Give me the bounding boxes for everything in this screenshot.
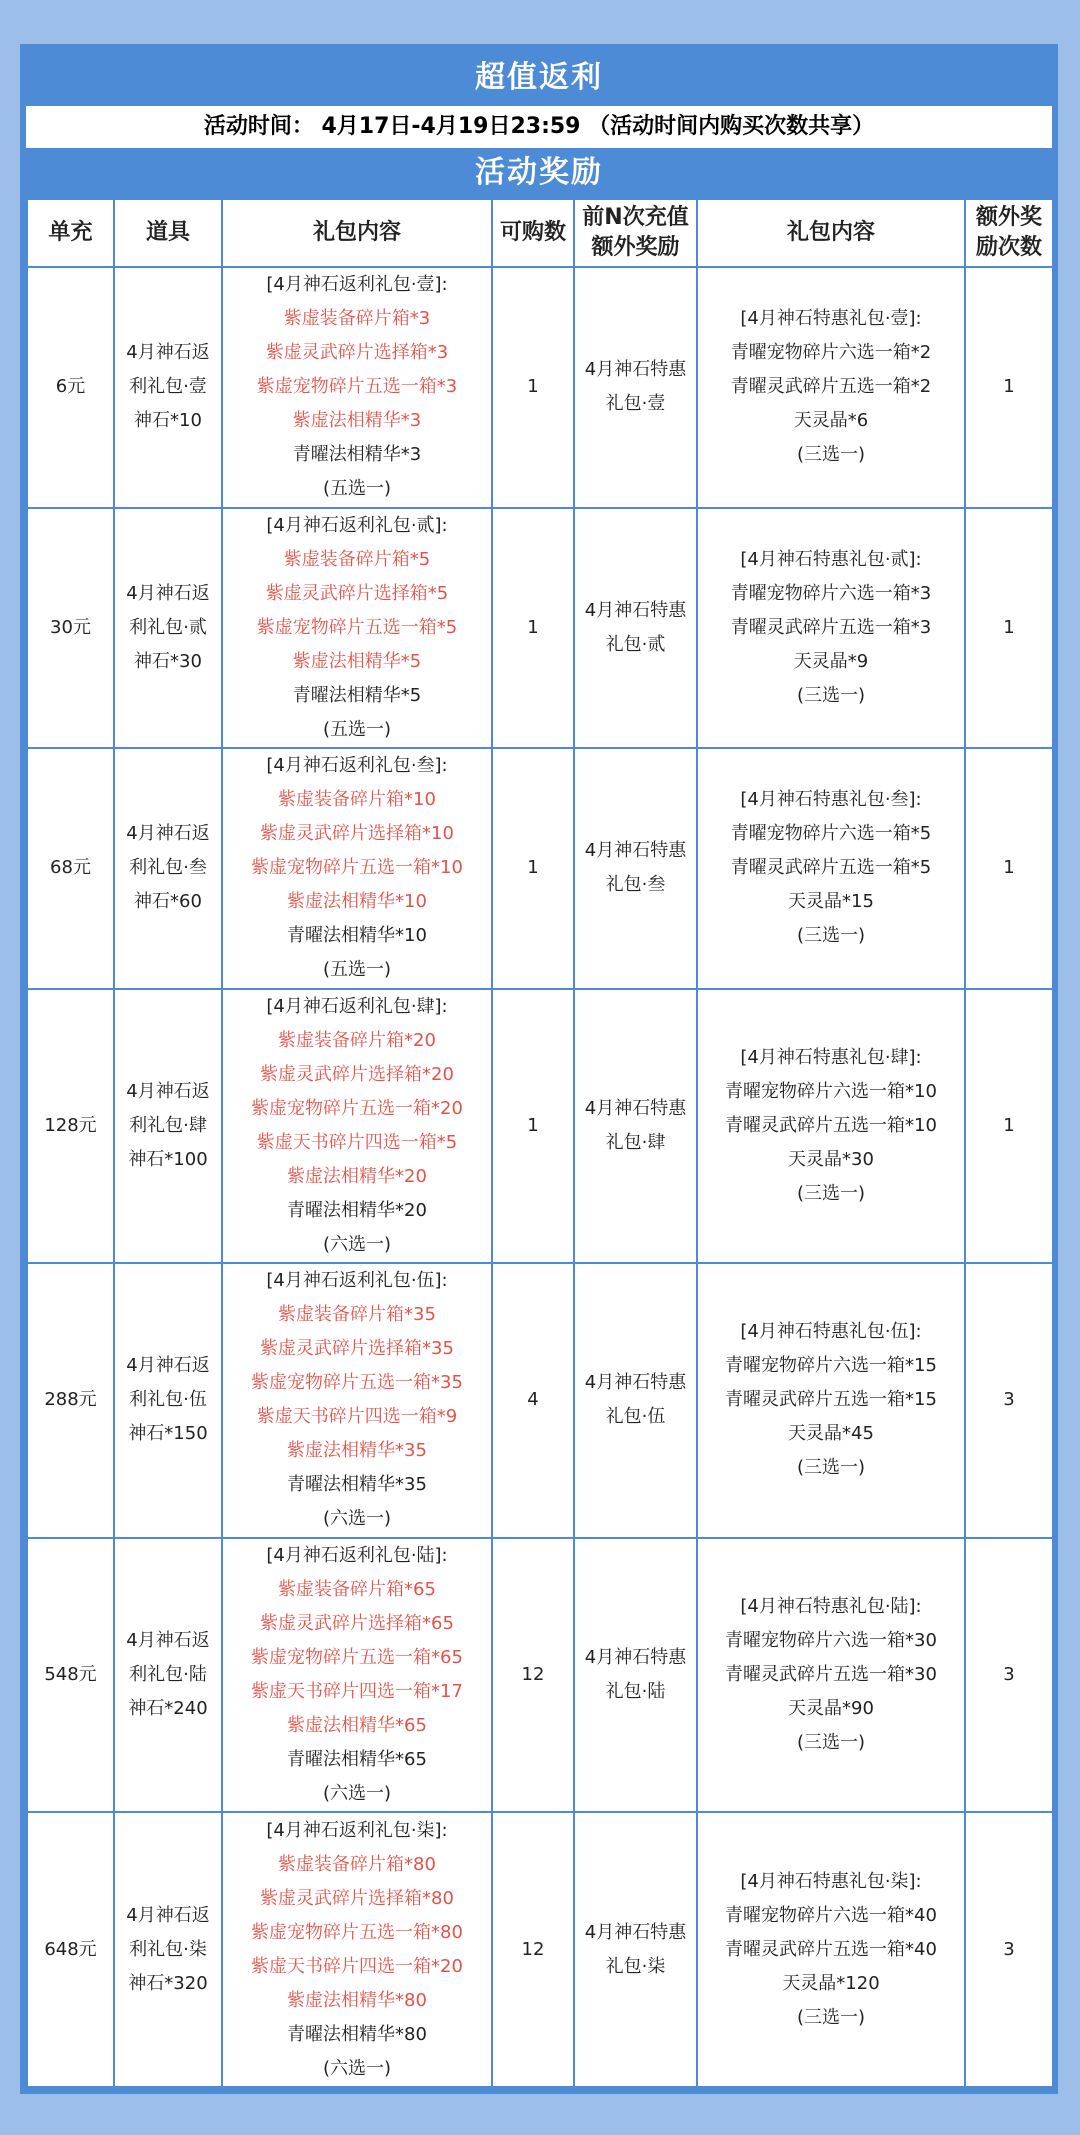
header-extra-line-1: 额外奖: [975, 205, 1042, 230]
page-title: 超值返利: [26, 50, 1052, 106]
bonus-pack-line: 4月神石特惠: [584, 1097, 687, 1119]
buy-count: 12: [492, 1538, 574, 1813]
bonus-content-cell: [697, 1812, 965, 2087]
recharge-amount: 68元: [27, 748, 114, 989]
item-line: 4月神石返: [126, 582, 210, 604]
bonus-item: 青曜灵武碎片五选一箱*40: [725, 1938, 937, 1960]
bonus-item: 天灵晶*9: [793, 650, 869, 672]
item-line: 神石*10: [134, 410, 202, 432]
pack-item-highlight: 紫虚天书碎片四选一箱*9: [256, 1406, 458, 1428]
bonus-item: 天灵晶*45: [788, 1423, 874, 1445]
bonus-item: 青曜灵武碎片五选一箱*3: [730, 616, 932, 638]
bonus-item: 青曜宠物碎片六选一箱*10: [725, 1080, 937, 1102]
header-bonus-title: [574, 199, 697, 267]
item-line: 利礼包·贰: [129, 616, 207, 638]
item-line: 神石*100: [128, 1148, 208, 1170]
bonus-pack-line: 礼包·肆: [605, 1131, 666, 1153]
pack-title: [4月神石返利礼包·叁]:: [266, 755, 448, 777]
bonus-content-cell: [697, 989, 965, 1264]
bonus-choice: (三选一): [796, 925, 866, 947]
pack-item-highlight: 紫虚灵武碎片选择箱*3: [265, 342, 449, 364]
table-row: [27, 267, 1053, 508]
item-line: 神石*30: [134, 650, 202, 672]
extra-count: 3: [965, 1263, 1053, 1538]
bonus-item: 青曜灵武碎片五选一箱*10: [725, 1114, 937, 1136]
pack-item: 青曜法相精华*5: [292, 684, 422, 706]
bonus-pack-cell: [574, 748, 697, 989]
item-line: 利礼包·陆: [129, 1664, 207, 1686]
recharge-amount: 648元: [27, 1812, 114, 2087]
bonus-title: [4月神石特惠礼包·伍]:: [740, 1321, 922, 1343]
header-pack-content: 礼包内容: [222, 199, 492, 267]
bonus-pack-line: 礼包·贰: [605, 633, 666, 655]
table-header-row: [27, 199, 1053, 267]
bonus-item: 青曜宠物碎片六选一箱*30: [725, 1630, 937, 1652]
bonus-item: 天灵晶*15: [788, 891, 874, 913]
header-item: 道具: [114, 199, 222, 267]
table-row: [27, 508, 1053, 749]
item-line: 利礼包·壹: [129, 376, 207, 398]
pack-item-highlight: 紫虚宠物碎片五选一箱*3: [256, 376, 458, 398]
pack-item: 青曜法相精华*35: [287, 1474, 427, 1496]
pack-item: 青曜法相精华*20: [287, 1199, 427, 1221]
table-row: [27, 989, 1053, 1264]
bonus-choice: (三选一): [796, 1182, 866, 1204]
pack-item-highlight: 紫虚法相精华*3: [292, 410, 422, 432]
pack-item: 青曜法相精华*80: [287, 2023, 427, 2045]
bonus-pack-line: 礼包·柒: [605, 1955, 666, 1977]
bonus-title: [4月神石特惠礼包·陆]:: [740, 1596, 922, 1618]
table-row: [27, 1812, 1053, 2087]
recharge-amount: 128元: [27, 989, 114, 1264]
bonus-pack-line: 礼包·陆: [605, 1681, 666, 1703]
bonus-item: 青曜灵武碎片五选一箱*2: [730, 376, 932, 398]
extra-count: 3: [965, 1538, 1053, 1813]
pack-content-cell: [222, 748, 492, 989]
bonus-content-cell: [697, 267, 965, 508]
pack-item-highlight: 紫虚宠物碎片五选一箱*20: [251, 1097, 463, 1119]
item-cell: [114, 1263, 222, 1538]
pack-item-highlight: 紫虚天书碎片四选一箱*5: [256, 1131, 458, 1153]
pack-item-highlight: 紫虚装备碎片箱*80: [278, 1853, 436, 1875]
pack-item-highlight: 紫虚装备碎片箱*10: [278, 789, 436, 811]
bonus-pack-line: 礼包·伍: [605, 1406, 666, 1428]
extra-count: 1: [965, 748, 1053, 989]
item-cell: [114, 1812, 222, 2087]
recharge-amount: 6元: [27, 267, 114, 508]
pack-item-highlight: 紫虚宠物碎片五选一箱*5: [256, 616, 458, 638]
pack-title: [4月神石返利礼包·陆]:: [266, 1545, 448, 1567]
item-cell: [114, 989, 222, 1264]
pack-title: [4月神石返利礼包·柒]:: [266, 1819, 448, 1841]
section-title: 活动奖励: [26, 148, 1052, 198]
pack-content-cell: [222, 1263, 492, 1538]
pack-item-highlight: 紫虚宠物碎片五选一箱*65: [251, 1647, 463, 1669]
bonus-pack-line: 4月神石特惠: [584, 840, 687, 862]
pack-title: [4月神石返利礼包·壹]:: [266, 274, 448, 296]
pack-choice: (五选一): [322, 959, 392, 981]
bonus-pack-cell: [574, 1263, 697, 1538]
buy-count: 1: [492, 267, 574, 508]
header-recharge: 单充: [27, 199, 114, 267]
recharge-amount: 288元: [27, 1263, 114, 1538]
bonus-item: 天灵晶*30: [788, 1148, 874, 1170]
item-cell: [114, 508, 222, 749]
bonus-pack-cell: [574, 1812, 697, 2087]
pack-item-highlight: 紫虚装备碎片箱*5: [283, 548, 431, 570]
bonus-item: 青曜宠物碎片六选一箱*5: [730, 823, 932, 845]
item-line: 利礼包·叁: [129, 857, 207, 879]
bonus-content-cell: [697, 508, 965, 749]
pack-choice: (六选一): [322, 1233, 392, 1255]
bonus-item: 青曜宠物碎片六选一箱*2: [730, 342, 932, 364]
item-line: 利礼包·肆: [129, 1114, 207, 1136]
item-line: 神石*150: [128, 1423, 208, 1445]
pack-item-highlight: 紫虚法相精华*10: [287, 891, 427, 913]
buy-count: 4: [492, 1263, 574, 1538]
pack-item-highlight: 紫虚装备碎片箱*65: [278, 1579, 436, 1601]
extra-count: 1: [965, 267, 1053, 508]
pack-choice: (六选一): [322, 1783, 392, 1805]
bonus-choice: (三选一): [796, 684, 866, 706]
pack-item-highlight: 紫虚灵武碎片选择箱*10: [260, 823, 454, 845]
bonus-item: 青曜宠物碎片六选一箱*15: [725, 1355, 937, 1377]
pack-item: 青曜法相精华*10: [287, 925, 427, 947]
pack-item-highlight: 紫虚装备碎片箱*35: [278, 1304, 436, 1326]
pack-item-highlight: 紫虚宠物碎片五选一箱*10: [251, 857, 463, 879]
pack-content-cell: [222, 1538, 492, 1813]
extra-count: 3: [965, 1812, 1053, 2087]
pack-item-highlight: 紫虚灵武碎片选择箱*20: [260, 1063, 454, 1085]
bonus-title: [4月神石特惠礼包·柒]:: [740, 1870, 922, 1892]
header-extra-count: [965, 199, 1053, 267]
bonus-title: [4月神石特惠礼包·壹]:: [740, 308, 922, 330]
bonus-item: 青曜灵武碎片五选一箱*30: [725, 1664, 937, 1686]
bonus-item: 青曜宠物碎片六选一箱*40: [725, 1904, 937, 1926]
reward-table: [26, 198, 1054, 2088]
bonus-content-cell: [697, 1538, 965, 1813]
pack-content-cell: [222, 989, 492, 1264]
bonus-pack-line: 4月神石特惠: [584, 1647, 687, 1669]
bonus-content-cell: [697, 1263, 965, 1538]
promo-frame: [20, 44, 1058, 2094]
pack-item-highlight: 紫虚宠物碎片五选一箱*80: [251, 1921, 463, 1943]
item-line: 神石*320: [128, 1972, 208, 1994]
pack-item-highlight: 紫虚灵武碎片选择箱*5: [265, 582, 449, 604]
pack-choice: (六选一): [322, 2057, 392, 2079]
pack-item-highlight: 紫虚灵武碎片选择箱*65: [260, 1613, 454, 1635]
pack-choice: (六选一): [322, 1508, 392, 1530]
bonus-pack-line: 礼包·叁: [605, 874, 666, 896]
bonus-pack-cell: [574, 508, 697, 749]
pack-item-highlight: 紫虚装备碎片箱*20: [278, 1029, 436, 1051]
bonus-choice: (三选一): [796, 1732, 866, 1754]
bonus-item: 青曜灵武碎片五选一箱*15: [725, 1389, 937, 1411]
item-line: 4月神石返: [126, 1080, 210, 1102]
buy-count: 1: [492, 989, 574, 1264]
item-cell: [114, 1538, 222, 1813]
bonus-choice: (三选一): [796, 444, 866, 466]
bonus-item: 青曜灵武碎片五选一箱*5: [730, 857, 932, 879]
promo-sheet: [26, 50, 1052, 2088]
bonus-pack-cell: [574, 1538, 697, 1813]
pack-content-cell: [222, 267, 492, 508]
activity-time: 活动时间： 4月17日-4月19日23:59 （活动时间内购买次数共享）: [26, 106, 1052, 148]
pack-choice: (五选一): [322, 478, 392, 500]
item-line: 神石*240: [128, 1698, 208, 1720]
recharge-amount: 30元: [27, 508, 114, 749]
header-bonus-line-2: 额外奖励: [591, 235, 680, 260]
bonus-pack-line: 4月神石特惠: [584, 1372, 687, 1394]
pack-item: 青曜法相精华*3: [292, 444, 422, 466]
bonus-pack-line: 4月神石特惠: [584, 1921, 687, 1943]
item-line: 4月神石返: [126, 1630, 210, 1652]
buy-count: 12: [492, 1812, 574, 2087]
table-row: [27, 1263, 1053, 1538]
pack-item-highlight: 紫虚法相精华*5: [292, 650, 422, 672]
pack-item-highlight: 紫虚天书碎片四选一箱*17: [251, 1681, 463, 1703]
recharge-amount: 548元: [27, 1538, 114, 1813]
header-buy-count: 可购数: [492, 199, 574, 267]
pack-content-cell: [222, 508, 492, 749]
bonus-title: [4月神石特惠礼包·肆]:: [740, 1046, 922, 1068]
pack-item-highlight: 紫虚装备碎片箱*3: [283, 308, 431, 330]
pack-item-highlight: 紫虚法相精华*20: [287, 1165, 427, 1187]
pack-item-highlight: 紫虚灵武碎片选择箱*35: [260, 1338, 454, 1360]
bonus-item: 天灵晶*120: [782, 1972, 880, 1994]
pack-item-highlight: 紫虚法相精华*65: [287, 1715, 427, 1737]
bonus-pack-cell: [574, 989, 697, 1264]
buy-count: 1: [492, 508, 574, 749]
item-line: 4月神石返: [126, 1904, 210, 1926]
item-line: 利礼包·伍: [129, 1389, 207, 1411]
extra-count: 1: [965, 989, 1053, 1264]
header-extra-line-2: 励次数: [975, 235, 1042, 260]
table-row: [27, 1538, 1053, 1813]
pack-item-highlight: 紫虚灵武碎片选择箱*80: [260, 1887, 454, 1909]
pack-item-highlight: 紫虚法相精华*80: [287, 1989, 427, 2011]
item-line: 4月神石返: [126, 823, 210, 845]
item-cell: [114, 748, 222, 989]
pack-title: [4月神石返利礼包·贰]:: [266, 514, 448, 536]
item-line: 神石*60: [134, 891, 202, 913]
buy-count: 1: [492, 748, 574, 989]
pack-item-highlight: 紫虚天书碎片四选一箱*20: [251, 1955, 463, 1977]
pack-title: [4月神石返利礼包·肆]:: [266, 995, 448, 1017]
item-line: 4月神石返: [126, 1355, 210, 1377]
bonus-title: [4月神石特惠礼包·贰]:: [740, 548, 922, 570]
bonus-item: 天灵晶*6: [793, 410, 869, 432]
pack-content-cell: [222, 1812, 492, 2087]
bonus-pack-line: 4月神石特惠: [584, 359, 687, 381]
pack-item-highlight: 紫虚宠物碎片五选一箱*35: [251, 1372, 463, 1394]
extra-count: 1: [965, 508, 1053, 749]
item-line: 利礼包·柒: [129, 1938, 207, 1960]
bonus-pack-cell: [574, 267, 697, 508]
header-bonus-line-1: 前N次充值: [582, 205, 689, 230]
bonus-item: 青曜宠物碎片六选一箱*3: [730, 582, 932, 604]
header-bonus-content: 礼包内容: [697, 199, 965, 267]
item-cell: [114, 267, 222, 508]
table-row: [27, 748, 1053, 989]
item-line: 4月神石返: [126, 342, 210, 364]
bonus-pack-line: 礼包·壹: [605, 393, 666, 415]
bonus-item: 天灵晶*90: [788, 1698, 874, 1720]
bonus-choice: (三选一): [796, 2006, 866, 2028]
pack-item-highlight: 紫虚法相精华*35: [287, 1440, 427, 1462]
pack-title: [4月神石返利礼包·伍]:: [266, 1270, 448, 1292]
bonus-title: [4月神石特惠礼包·叁]:: [740, 789, 922, 811]
bonus-content-cell: [697, 748, 965, 989]
pack-choice: (五选一): [322, 718, 392, 740]
bonus-choice: (三选一): [796, 1457, 866, 1479]
pack-item: 青曜法相精华*65: [287, 1749, 427, 1771]
bonus-pack-line: 4月神石特惠: [584, 599, 687, 621]
